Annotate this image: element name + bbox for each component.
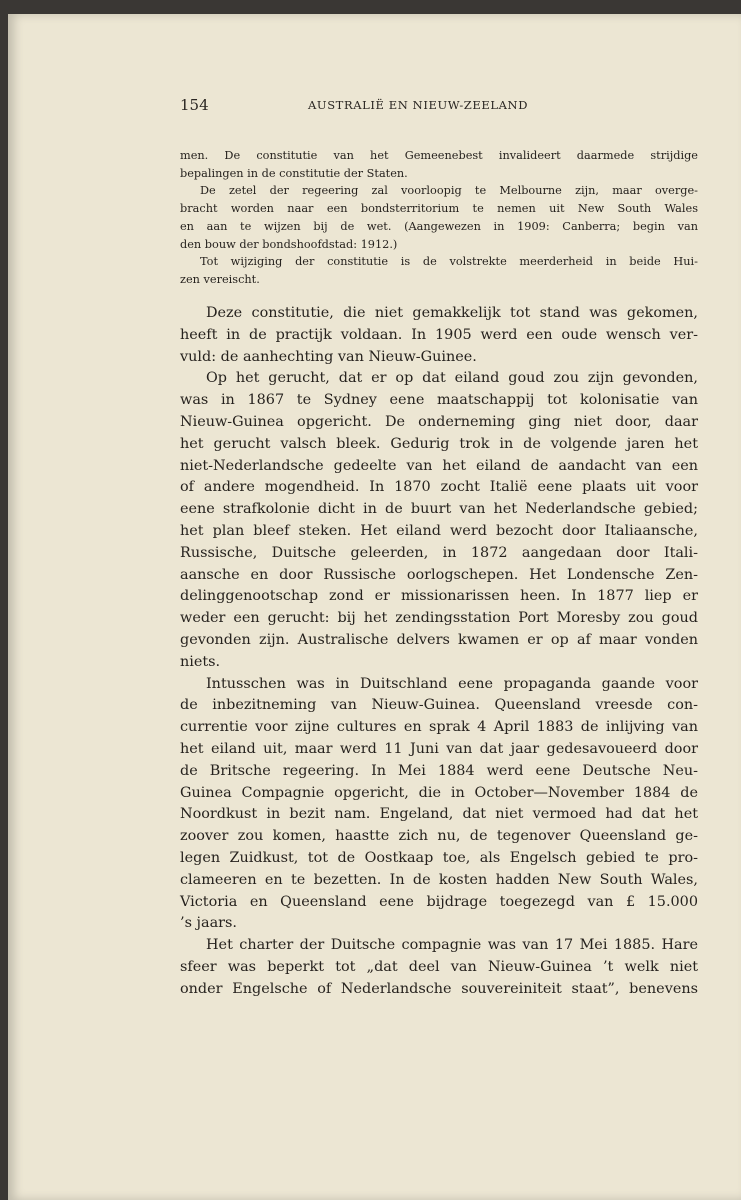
body-line: heeft in de practijk voldaan. In 1905 werd een oude wensch ver- (180, 326, 698, 343)
body-line: gevonden zijn. Australische delvers kwamen er op af maar vonden (180, 631, 698, 648)
note-line: men. De constitutie van het Gemeenebest invalideert daarmede strijdige (180, 149, 698, 162)
footnote-block (180, 147, 698, 289)
body-line: het plan bleef steken. Het eiland werd bezocht door Italiaansche, (180, 522, 698, 539)
body-line: Noordkust in bezit nam. Engeland, dat niet vermoed had dat het (180, 806, 698, 823)
body-text (180, 303, 698, 1001)
body-line: het gerucht valsch bleek. Gedurig trok in de volgende jaren het (180, 435, 698, 452)
body-line: Victoria en Queensland eene bijdrage toegezegd van £ 15.000 (180, 893, 698, 910)
body-line: currentie voor zijne cultures en sprak 4 April 1883 de inlijving van (180, 719, 698, 736)
body-line: weder een gerucht: bij het zendingsstation Port Moresby zou goud (180, 610, 698, 627)
page-header (180, 96, 700, 118)
note-line: bracht worden naar een bondsterritorium te nemen uit New South Wales (180, 202, 698, 216)
note-line: bepalingen in de constitutie der Staten. (180, 166, 408, 180)
body-line: aansche en door Russische oorlogschepen. Het Londensche Zen- (180, 566, 698, 583)
note-line: zen vereischt. (180, 272, 260, 286)
note-line: Tot wijziging der constitutie is de volstrekte meerderheid in beide Hui- (200, 255, 698, 269)
body-line: niet-Nederlandsche gedeelte van het eiland de aandacht van een (180, 457, 698, 474)
body-line: Het charter der Duitsche compagnie was van 17 Mei 1885. Hare (206, 937, 698, 954)
body-line: of andere mogendheid. In 1870 zocht Italië eene plaats uit voor (180, 479, 698, 496)
body-line: zoover zou komen, haastte zich nu, de tegenover Queensland ge- (180, 828, 698, 845)
note-line: De zetel der regeering zal voorloopig te Melbourne zijn, maar overge- (200, 184, 698, 198)
body-line: ’s jaars. (180, 915, 237, 932)
body-line: Deze constitutie, die niet gemakkelijk tot stand was gekomen, (206, 305, 698, 321)
body-line: Guinea Compagnie opgericht, die in October—November 1884 de (180, 784, 698, 801)
running-title: AUSTRALIË EN NIEUW-ZEELAND (308, 98, 529, 112)
body-line: sfeer was beperkt tot „dat deel van Nieuw-Guinea ’t welk niet (180, 958, 698, 975)
body-line: Nieuw-Guinea opgericht. De onderneming ging niet door, daar (180, 413, 698, 430)
body-line: niets. (180, 653, 221, 670)
note-line: den bouw der bondshoofdstad: 1912.) (180, 237, 398, 251)
body-line: vuld: de aanhechting van Nieuw-Guinee. (180, 348, 477, 365)
body-line: onder Engelsche of Nederlandsche souvereiniteit staat”, benevens (180, 980, 698, 997)
page-number: 154 (180, 96, 209, 114)
book-page (8, 14, 741, 1200)
body-line: de Britsche regeering. In Mei 1884 werd eene Deutsche Neu- (180, 762, 698, 779)
note-line: en aan te wijzen bij de wet. (Aangewezen in 1909: Canberra; begin van (180, 219, 698, 233)
body-line: de inbezitneming van Nieuw-Guinea. Queensland vreesde con- (180, 697, 698, 714)
body-line: was in 1867 te Sydney eene maatschappij tot kolonisatie van (180, 392, 698, 409)
body-line: het eiland uit, maar werd 11 Juni van dat jaar gedesavoueerd door (180, 740, 698, 757)
body-line: Russische, Duitsche geleerden, in 1872 aangedaan door Itali- (180, 544, 698, 561)
body-line: Op het gerucht, dat er op dat eiland goud zou zijn gevonden, (206, 370, 698, 387)
body-line: legen Zuidkust, tot de Oostkaap toe, als Engelsch gebied te pro- (180, 849, 698, 866)
body-line: clameeren en te bezetten. In de kosten hadden New South Wales, (180, 871, 698, 888)
body-line: Intusschen was in Duitschland eene propaganda gaande voor (206, 675, 698, 692)
body-line: eene strafkolonie dicht in de buurt van het Nederlandsche gebied; (180, 501, 698, 518)
body-line: delinggenootschap zond er missionarissen heen. In 1877 liep er (180, 588, 698, 605)
